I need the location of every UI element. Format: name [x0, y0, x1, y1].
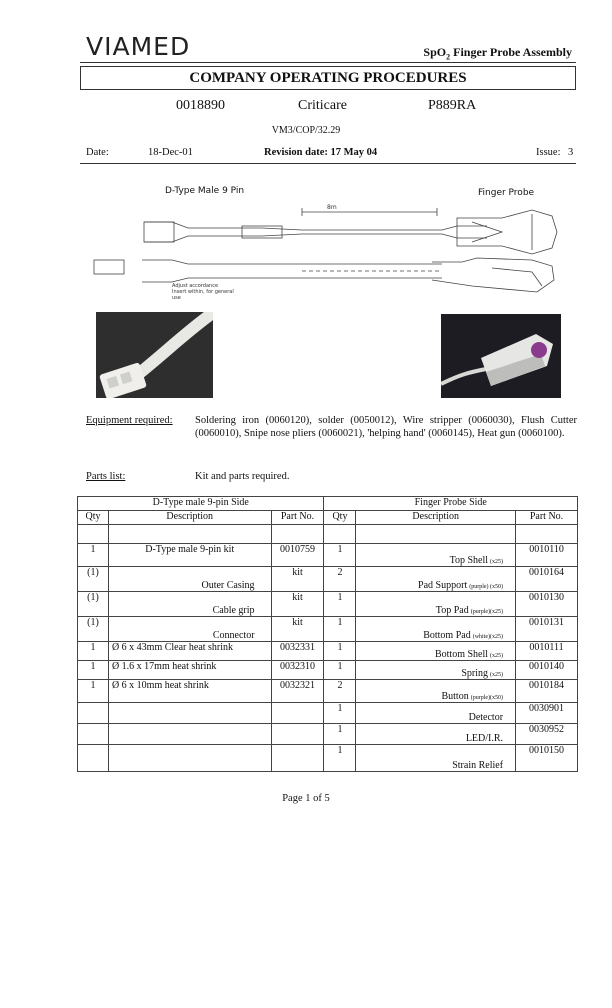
dimension-label: 8m	[327, 204, 337, 211]
left-qty	[78, 592, 109, 617]
left-part-no	[271, 617, 324, 642]
product-code: 0018890	[176, 98, 225, 113]
left-description-text: D-Type male 9-pin kit	[145, 544, 235, 555]
part-pack-note: (purple) (x50)	[469, 584, 504, 590]
right-qty	[324, 724, 356, 745]
right-description	[356, 680, 516, 703]
part-description: Pad Support	[418, 580, 468, 591]
left-part-no	[271, 592, 324, 617]
left-part-no	[271, 745, 324, 772]
left-part-no	[271, 661, 324, 680]
connector-photo	[96, 312, 213, 398]
table-column-header	[78, 511, 578, 525]
table-row	[78, 617, 578, 642]
left-part-no-text: kit	[292, 567, 303, 578]
part-pack-note: (x25)	[490, 672, 504, 678]
left-qty-text: (1)	[87, 592, 99, 603]
left-qty-text: 1	[90, 544, 96, 555]
left-qty	[78, 642, 109, 661]
right-qty	[324, 680, 356, 703]
date-label: Date:	[86, 147, 109, 158]
finger-probe-photo	[441, 314, 561, 398]
equipment-text: Soldering iron (0060120), solder (0050012), Wire stripper (0060030), Flush Cutter (0060010), Snipe nose pliers (0060021), 'helping hand' (0060145), Heat gun (0060100).	[195, 415, 577, 439]
right-qty	[324, 617, 356, 642]
right-part-no-text: 0010130	[529, 592, 565, 603]
left-qty	[78, 680, 109, 703]
right-part-no	[516, 661, 578, 680]
left-description-text: Connector	[212, 630, 255, 641]
left-description	[108, 567, 271, 592]
part-pack-note: (purple)(x50)	[470, 695, 504, 701]
procedures-heading: COMPANY OPERATING PROCEDURES	[80, 66, 576, 90]
left-description-text: Ø 1.6 x 17mm heat shrink	[111, 661, 217, 672]
left-part-no	[271, 567, 324, 592]
right-qty-text: 1	[337, 642, 343, 653]
part-pack-note: (white)(x25)	[472, 634, 504, 640]
table-row	[78, 642, 578, 661]
right-description	[356, 544, 516, 567]
right-description	[356, 642, 516, 661]
document-reference: VM3/COP/32.29	[271, 125, 341, 136]
right-part-no-text: 0010150	[529, 745, 565, 756]
table-row	[78, 724, 578, 745]
company-logo: VIAMED	[86, 32, 191, 61]
right-description	[356, 617, 516, 642]
part-description: LED/I.R.	[465, 733, 504, 744]
table-row	[78, 745, 578, 772]
right-qty-text: 1	[337, 592, 343, 603]
page-number: Page 1 of 5	[282, 793, 330, 804]
right-part-no-text: 0010131	[529, 617, 565, 628]
right-description	[356, 567, 516, 592]
parts-list-label: Parts list:	[86, 471, 126, 482]
part-pack-note: (x25)	[490, 653, 504, 659]
left-part-no	[271, 642, 324, 661]
right-qty	[324, 642, 356, 661]
col-qty: Qty	[324, 511, 356, 525]
right-description	[356, 745, 516, 772]
left-description	[108, 745, 271, 772]
right-qty	[324, 703, 356, 724]
part-description: Top Shell	[449, 555, 489, 566]
left-description-text: Cable grip	[212, 605, 255, 616]
finger-probe-side-title: Finger Probe Side	[324, 497, 578, 511]
date-value: 18-Dec-01	[148, 147, 193, 158]
right-part-no	[516, 680, 578, 703]
right-qty	[324, 544, 356, 567]
part-description: Detector	[468, 712, 504, 723]
right-part-no-text: 0010140	[529, 661, 565, 672]
right-qty-text: 1	[337, 661, 343, 672]
right-part-no-text: 0010111	[529, 642, 564, 653]
meta-rule	[80, 163, 576, 164]
right-qty-text: 1	[337, 544, 343, 555]
left-description	[108, 642, 271, 661]
left-part-no	[271, 703, 324, 724]
left-description	[108, 617, 271, 642]
table-row	[78, 544, 578, 567]
table-row	[78, 703, 578, 724]
right-qty	[324, 567, 356, 592]
right-qty	[324, 745, 356, 772]
left-qty	[78, 703, 109, 724]
model-number: P889RA	[428, 98, 477, 113]
left-description	[108, 724, 271, 745]
left-part-no-text: kit	[292, 617, 303, 628]
drawing-note: Adjust accordance Insert within, for general use	[172, 283, 234, 301]
left-part-no-text: 0032331	[280, 642, 315, 653]
col-description: Description	[108, 511, 271, 525]
left-description	[108, 544, 271, 567]
left-description	[108, 661, 271, 680]
table-row	[78, 592, 578, 617]
right-part-no	[516, 724, 578, 745]
right-description	[356, 661, 516, 680]
left-description-text: Outer Casing	[201, 580, 255, 591]
col-part-no: Part No.	[271, 511, 324, 525]
right-part-no-text: 0010184	[529, 680, 565, 691]
part-description: Spring	[461, 668, 489, 679]
left-qty-text: 1	[90, 642, 96, 653]
part-description: Button	[441, 691, 469, 702]
right-qty	[324, 661, 356, 680]
table-section-header	[78, 497, 578, 511]
left-part-no	[271, 680, 324, 703]
right-part-no	[516, 567, 578, 592]
left-description-text: Ø 6 x 10mm heat shrink	[111, 680, 209, 691]
right-qty-text: 1	[337, 703, 343, 714]
right-part-no	[516, 745, 578, 772]
right-part-no-text: 0030901	[529, 703, 565, 714]
part-pack-note: (purple)(x25)	[470, 609, 504, 615]
left-part-no-text: 0010759	[280, 544, 315, 555]
left-qty	[78, 661, 109, 680]
header-rule	[80, 62, 576, 63]
left-qty-text: (1)	[87, 617, 99, 628]
col-part-no: Part No.	[516, 511, 578, 525]
left-description-text: Ø 6 x 43mm Clear heat shrink	[111, 642, 234, 653]
left-qty-text: 1	[90, 661, 96, 672]
right-part-no	[516, 617, 578, 642]
left-part-no	[271, 544, 324, 567]
right-description	[356, 703, 516, 724]
right-description	[356, 592, 516, 617]
left-part-no-text: 0032310	[280, 661, 315, 672]
right-qty-text: 2	[337, 680, 343, 691]
left-qty	[78, 724, 109, 745]
left-description	[108, 680, 271, 703]
revision-date: Revision date: 17 May 04	[264, 147, 378, 158]
part-description: Bottom Shell	[434, 649, 489, 660]
left-description	[108, 703, 271, 724]
part-pack-note: (x25)	[490, 559, 504, 565]
col-description: Description	[356, 511, 516, 525]
right-qty-text: 1	[337, 617, 343, 628]
issue-label: Issue:	[536, 147, 561, 158]
part-description: Bottom Pad	[423, 630, 471, 641]
left-qty	[78, 745, 109, 772]
parts-table	[77, 496, 578, 772]
right-description	[356, 724, 516, 745]
right-part-no-text: 0030952	[529, 724, 565, 735]
table-row	[78, 661, 578, 680]
right-part-no	[516, 703, 578, 724]
right-part-no	[516, 592, 578, 617]
left-qty	[78, 567, 109, 592]
right-qty-text: 1	[337, 745, 343, 756]
table-row	[78, 567, 578, 592]
right-part-no	[516, 642, 578, 661]
left-part-no-text: kit	[292, 592, 303, 603]
part-description: Strain Relief	[452, 760, 504, 771]
left-description	[108, 592, 271, 617]
d-type-label: D-Type Male 9 Pin	[165, 186, 245, 196]
issue-value: 3	[568, 147, 574, 158]
left-qty	[78, 544, 109, 567]
part-description: Top Pad	[435, 605, 469, 616]
document-title: SpO$_2$ Finger Probe Assembly	[423, 45, 572, 62]
right-qty-text: 2	[337, 567, 343, 578]
table-row	[78, 680, 578, 703]
left-part-no-text: 0032321	[280, 680, 315, 691]
left-part-no	[271, 724, 324, 745]
table-spacer-row	[78, 525, 578, 544]
col-qty: Qty	[78, 511, 109, 525]
parts-list-text: Kit and parts required.	[195, 471, 290, 482]
right-qty	[324, 592, 356, 617]
manufacturer: Criticare	[298, 98, 347, 113]
right-part-no-text: 0010164	[529, 567, 565, 578]
left-qty-text: (1)	[87, 567, 99, 578]
right-qty-text: 1	[337, 724, 343, 735]
equipment-label: Equipment required:	[86, 415, 173, 426]
finger-probe-label: Finger Probe	[478, 188, 535, 198]
left-qty-text: 1	[90, 680, 96, 691]
d-type-side-title: D-Type male 9-pin Side	[78, 497, 324, 511]
left-qty	[78, 617, 109, 642]
right-part-no	[516, 544, 578, 567]
right-part-no-text: 0010110	[529, 544, 564, 555]
assembly-drawing	[92, 198, 572, 308]
